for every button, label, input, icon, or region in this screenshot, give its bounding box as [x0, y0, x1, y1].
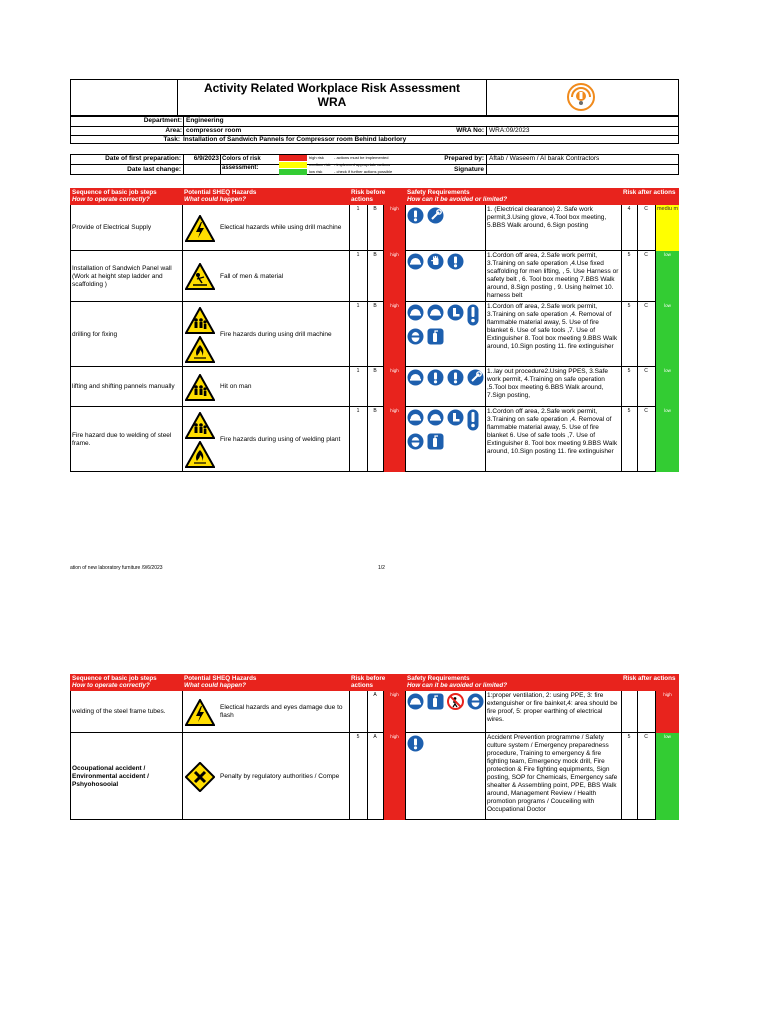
requirements-text: 1:proper ventilation, 2: using PPE, 3: fire extenguisher or fire bainket,4: area should be fire proof, 5: proper earthing of electrical wires. — [487, 692, 618, 723]
risk-after-probability: 4 — [627, 206, 631, 212]
face-mandatory-icon — [467, 693, 484, 710]
fall-warning-icon — [185, 263, 215, 290]
info-mandatory-icon — [447, 369, 464, 386]
department-label: Department: — [143, 117, 182, 124]
hazard-icons — [184, 369, 216, 405]
hazard-text: Fire hazards during using of welding plant — [220, 435, 341, 443]
risk-after-level-cell — [656, 407, 679, 472]
safety-icons — [407, 369, 484, 405]
risk-after-probability: 5 — [627, 408, 631, 414]
legend-swatch-low — [279, 169, 307, 175]
wra-label: WRA No: — [456, 127, 484, 134]
risk-after-level-cell — [656, 733, 679, 820]
harmful-warning-icon — [185, 762, 215, 792]
risk-before-level-cell — [384, 205, 405, 251]
column-divider — [182, 205, 183, 251]
risk-before-level: high — [390, 206, 399, 211]
risk-after-level: low — [664, 734, 671, 739]
boot-mandatory-icon — [447, 304, 464, 326]
risk-before-severity: A — [373, 692, 377, 698]
legend-medium-level: medium risk — [309, 162, 331, 167]
info-mandatory-icon — [427, 369, 444, 386]
hazard-cell — [220, 251, 347, 302]
p2-col-hazards-header: Potential SHEQ Hazards What could happen? — [182, 674, 348, 690]
p2-col-risk-after-header: Risk after actions — [621, 674, 679, 683]
risk-after-level: high — [663, 692, 672, 697]
requirements-text: 1.Cordon off area, 2.Safe work permit, 3.Training on safe operation ,4.Use fixed scaffolding for men lifting, , 5. Use Harness or safety belt , 6. Tool box meeting 7.BBS Walk around, 8.Sign posting , 9. Using helmet 10. harness belt — [487, 252, 619, 299]
p2-col-safety-header: Safety Requirements How can it be avoided or limited? — [405, 674, 620, 690]
fire-warning-icon — [185, 336, 215, 363]
legend-high-level: high risk — [309, 155, 324, 160]
hazard-text: Electical hazards and eyes damage due to flash — [220, 704, 343, 719]
col-risk-after-header: Risk after actions — [621, 188, 679, 197]
col-safety-header: Safety Requirements How can it be avoided or limited? — [405, 188, 620, 204]
risk-before-level-cell — [384, 302, 405, 367]
risk-after-probability: 5 — [627, 303, 631, 309]
risk-before-level: high — [390, 408, 399, 413]
hazard-cell — [220, 733, 347, 820]
legend-low-action: - check if further actions possible — [334, 169, 393, 174]
risk-before-probability: 1 — [356, 408, 360, 414]
helmet-mandatory-icon — [407, 409, 424, 431]
column-divider — [182, 407, 183, 472]
risk-after-probability: 5 — [627, 368, 631, 374]
column-divider — [182, 367, 183, 407]
fireext-mandatory-icon — [427, 433, 444, 450]
column-divider — [405, 302, 406, 367]
area-label: Area: — [165, 127, 182, 134]
step-cell — [72, 691, 180, 733]
column-divider — [367, 733, 368, 820]
area-value: compressor room — [186, 127, 242, 134]
hazard-icons — [184, 693, 216, 731]
step-text: Fire hazard due to welding of steel frame. — [72, 431, 172, 447]
col-steps-header: Sequence of basic job steps How to operate correctly? — [70, 188, 182, 204]
requirements-text: 1. (Electrical clearance) 2. Safe work permit,3.Using glove, 4.Tool box meeting, 5.BBS Walk around, 6.Sign posting — [487, 206, 607, 229]
step-text: welding of the steel frame tubes. — [72, 708, 166, 715]
risk-before-level-cell — [384, 367, 405, 407]
helmet-mandatory-icon — [407, 253, 424, 270]
legend-low-level: low risk — [309, 169, 323, 174]
signature-label: Signature — [454, 166, 484, 173]
column-divider — [349, 251, 350, 302]
risk-before-probability: 1 — [356, 252, 360, 258]
risk-before-severity: A — [373, 734, 377, 740]
legend-high-action: - actions must be implemented — [334, 155, 389, 160]
info-mandatory-icon — [447, 253, 464, 270]
risk-before-probability: 1 — [356, 368, 360, 374]
p2-col-risk-before-header: Risk before actions — [349, 674, 405, 690]
step-text: Installation of Sandwich Panel wall (Work at height step ladder and scaffolding ) — [72, 264, 172, 288]
step-cell — [72, 251, 180, 302]
step-text: lifting and shifting pannels manually — [72, 383, 175, 390]
hazard-icons — [184, 304, 216, 365]
column-divider — [621, 733, 622, 820]
column-divider — [182, 251, 183, 302]
helmet-mandatory-icon — [407, 693, 424, 710]
info-mandatory-icon — [407, 735, 424, 752]
column-divider — [405, 733, 406, 820]
hazard-cell — [220, 691, 347, 733]
column-divider — [405, 691, 406, 733]
wra-value: WRA:09/2023 — [489, 127, 530, 134]
tools-mandatory-icon — [427, 207, 444, 224]
step-cell — [72, 407, 180, 472]
safety-requirements — [487, 408, 620, 471]
face-mandatory-icon — [407, 328, 424, 345]
requirements-text: 1.Cordon off area, 2.Safe work permit, 3.Training on safe operation ,4. Removal of flammable material away, 5. Use of fire blanket 6. Use of safe tools ,7. Use of Extinguisher 8. Tool box meeting 9.BBS Walk around, 10.Sign posting 11. fire extinguisher — [487, 303, 618, 350]
tallinfo-mandatory-icon — [467, 409, 479, 431]
department-value: Engineering — [186, 117, 224, 124]
risk-before-level: high — [390, 303, 399, 308]
risk-after-level: low — [664, 252, 671, 257]
helmet-mandatory-icon — [407, 369, 424, 386]
prepared-label: Prepared by: — [444, 155, 484, 162]
column-divider — [405, 407, 406, 472]
col-hazards-header: Potential SHEQ Hazards What could happen? — [182, 188, 348, 204]
risk-before-level-cell — [384, 691, 405, 733]
helmet-mandatory-icon — [407, 304, 424, 326]
fireext-mandatory-icon — [427, 328, 444, 345]
risk-after-probability: 5 — [627, 734, 631, 740]
column-divider — [349, 733, 350, 820]
step-cell — [72, 367, 180, 407]
risk-after-level: low — [664, 368, 671, 373]
tools-mandatory-icon — [467, 369, 484, 386]
step-cell — [72, 302, 180, 367]
step-cell — [72, 733, 180, 820]
safety-requirements — [487, 206, 620, 250]
face-mandatory-icon — [407, 433, 424, 450]
risk-after-severity: C — [644, 408, 648, 414]
risk-before-severity: B — [373, 408, 377, 414]
column-divider — [349, 302, 350, 367]
hazard-icons — [184, 409, 216, 470]
risk-before-severity: B — [373, 206, 377, 212]
column-divider — [349, 407, 350, 472]
safety-icons — [407, 253, 484, 300]
column-divider — [637, 691, 638, 733]
step-cell — [72, 205, 180, 251]
safety-requirements — [487, 303, 620, 366]
tallinfo-mandatory-icon — [467, 304, 479, 326]
risk-after-level: low — [664, 408, 671, 413]
column-divider — [367, 251, 368, 302]
risk-before-level: high — [390, 368, 399, 373]
electric-warning-icon — [185, 699, 215, 726]
info-mandatory-icon — [407, 207, 424, 224]
column-divider — [637, 733, 638, 820]
safety-requirements — [487, 734, 620, 819]
first-prep-value: 6/9/2023 — [193, 155, 219, 162]
safety-requirements — [487, 368, 620, 406]
column-divider — [405, 205, 406, 251]
risk-before-probability: 5 — [356, 734, 360, 740]
p2-col-steps-header: Sequence of basic job steps How to operate correctly? — [70, 674, 182, 690]
column-divider — [485, 251, 486, 302]
requirements-text: Accident Prevention programme / Safety culture system / Emergency preparedness procedure, Training to emergency & fire fighting team, Emergency mock drill, Fire protection & Fire fighting equipments, Sign posting, SOP for Chemicals, Emergency safe shealter & Assembling point, PPE, BBS Walk around, Management Review / Health promotion programs / Couceiling with Occupational Doctor — [487, 734, 618, 813]
risk-after-probability: 5 — [627, 252, 631, 258]
col-risk-before-header: Risk before actions — [349, 188, 405, 204]
safety-icons — [407, 735, 484, 818]
risk-before-level: high — [390, 692, 399, 697]
task-value: Installation of Sandwich Pannels for Compressor room Behind laborlory — [183, 136, 407, 143]
risk-legend — [279, 154, 409, 175]
risk-before-level: high — [390, 252, 399, 257]
hazard-cell — [220, 407, 347, 472]
company-logo — [566, 82, 596, 112]
column-divider — [405, 251, 406, 302]
safety-requirements — [487, 252, 620, 301]
crowd-warning-icon — [185, 412, 215, 439]
risk-before-level-cell — [384, 407, 405, 472]
fireext-mandatory-icon — [427, 693, 444, 710]
safety-icons — [407, 409, 484, 470]
column-divider — [485, 407, 486, 472]
column-divider — [621, 691, 622, 733]
title-line-1: Activity Related Workplace Risk Assessment — [203, 81, 461, 95]
fire-warning-icon — [185, 441, 215, 468]
safety-icons — [407, 304, 484, 365]
task-label: Task: — [163, 136, 180, 143]
column-divider — [637, 302, 638, 367]
column-divider — [637, 407, 638, 472]
column-divider — [182, 733, 183, 820]
safety-requirements — [487, 692, 620, 732]
safety-icons — [407, 207, 484, 249]
hazard-text: Fall of men & material — [220, 272, 284, 280]
column-divider — [405, 367, 406, 407]
title-line-2: WRA — [317, 95, 347, 109]
step-text: Ocoupational accident / Environmental accident / Pshyohosooial — [72, 764, 149, 788]
risk-before-severity: B — [373, 368, 377, 374]
crowd-warning-icon — [185, 307, 215, 334]
column-divider — [367, 302, 368, 367]
colors-label: Colors of risk assessment: — [222, 156, 261, 171]
hazard-icons — [184, 735, 216, 818]
risk-after-severity: C — [644, 252, 648, 258]
glove-mandatory-icon — [427, 253, 444, 270]
footer-page: 1/2 — [378, 565, 385, 571]
risk-after-severity: C — [644, 734, 648, 740]
hazard-icons — [184, 207, 216, 249]
page-title — [178, 81, 486, 109]
hazard-cell — [220, 205, 347, 251]
hazard-text: Electical hazards while using drill machine — [220, 224, 342, 231]
boot-mandatory-icon — [447, 409, 464, 431]
requirements-text: 1..lay out procedure2.Using PPES, 3.Safe work permit, 4.Training on safe operation ,5.Tool box meeting 6.BBS Walk around, 7.Sign posting, — [487, 368, 609, 399]
risk-after-level: low — [664, 303, 671, 308]
column-divider — [637, 251, 638, 302]
risk-after-severity: C — [644, 206, 648, 212]
legend-swatch-medium — [279, 162, 307, 168]
hazard-text: Penalty by regulatory authorities / Compe — [220, 772, 340, 780]
column-divider — [621, 407, 622, 472]
footer-left: ation of new laboratory furniture /9/6/2023 — [70, 565, 163, 571]
helmet-mandatory-icon — [427, 409, 444, 431]
risk-before-level-cell — [384, 251, 405, 302]
hazard-icons — [184, 253, 216, 300]
legend-medium-action: - implement appropriate actions — [334, 162, 391, 167]
column-divider — [367, 407, 368, 472]
column-divider — [485, 302, 486, 367]
hazard-text: Fire hazards during using drill machine — [220, 330, 332, 338]
column-divider — [485, 205, 486, 251]
column-divider — [182, 302, 183, 367]
requirements-text: 1.Cordon off area, 2.Safe work permit, 3.Training on safe operation ,4. Removal of flammable material away, 5. Use of fire blanket 6. Use of safe tools ,7. Use of Extinguisher 8. Tool box meeting 9.BBS Walk around, 10.Sign posting 11. fire extinguisher — [487, 408, 618, 455]
last-change-label: Date last change: — [127, 166, 181, 173]
nopeople-mandatory-icon — [447, 693, 464, 710]
risk-after-level-cell — [656, 302, 679, 367]
electric-warning-icon — [185, 215, 215, 242]
column-divider — [349, 691, 350, 733]
column-divider — [621, 302, 622, 367]
risk-before-level: high — [390, 734, 399, 739]
risk-after-level: mediu m — [656, 206, 679, 212]
column-divider — [485, 733, 486, 820]
title-right-divider — [486, 79, 487, 116]
risk-before-severity: B — [373, 252, 377, 258]
helmet-mandatory-icon — [427, 304, 444, 326]
column-divider — [485, 691, 486, 733]
column-divider — [182, 691, 183, 733]
risk-after-level-cell — [656, 251, 679, 302]
risk-before-probability: 1 — [356, 206, 360, 212]
risk-before-level-cell — [384, 733, 405, 820]
first-prep-label: Date of first preparation: — [105, 155, 181, 162]
risk-after-severity: C — [644, 303, 648, 309]
column-divider — [485, 367, 486, 407]
hazard-cell — [220, 302, 347, 367]
column-divider — [621, 251, 622, 302]
step-text: Provide of Electrical Supply — [72, 224, 152, 231]
risk-before-probability: 1 — [356, 303, 360, 309]
legend-swatch-high — [279, 155, 307, 161]
risk-before-severity: B — [373, 303, 377, 309]
safety-icons — [407, 693, 484, 731]
risk-after-severity: C — [644, 368, 648, 374]
step-text: drilling for fixing — [72, 330, 118, 338]
hazard-text: Hit on man — [220, 383, 252, 390]
hazard-cell — [220, 367, 347, 407]
prepared-value: Aftab / Waseem / Al barak Contractors — [489, 155, 600, 162]
crowd-warning-icon — [185, 374, 215, 401]
